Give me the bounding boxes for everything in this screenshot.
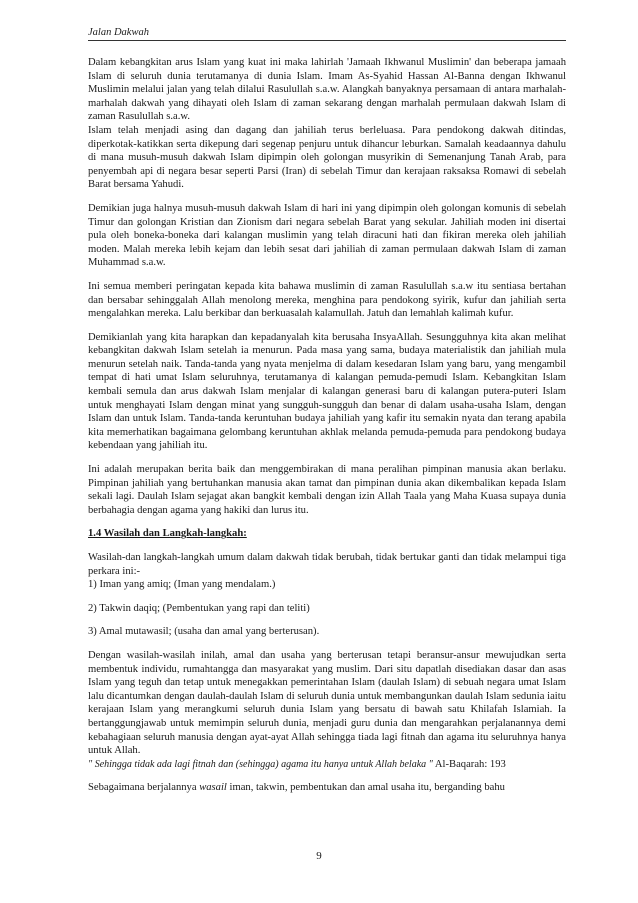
paragraph: Ini adalah merupakan berita baik dan menggembirakan di mana peralihan pimpinan manusia akan berlaku. Pimpinan jahiliah yang bertuhankan manusia akan tamat dan pimpinan dunia akan dikembalikan kepada Islam sekali lagi. Daulah Islam sejagat akan bangkit kembali dengan izin Allah Taala yang Maha Kuasa supaya dunia berbahagia dengan agama yang hakiki dan lurus itu. [88,464,566,516]
page-body [88,56,566,795]
list-item: 1) Iman yang amiq; (Iman yang mendalam.) [88,579,276,591]
running-header [88,26,566,41]
paragraph: Dalam kebangkitan arus Islam yang kuat ini maka lahirlah 'Jamaah Ikhwanul Muslimin' dan beberapa jamaah Islam di seluruh dunia terutamanya di dunia Islam. Imam As-Syahid Hassan Al-Banna dengan Ikhwanul Muslimin melalui jalan yang telah dilalui Rasulullah s.a.w. Alangkah banyaknya persamaan di antara marhalah-marhalah dakwah yang dihayati oleh Islam di zaman sekarang dengan marhalah permulaan dakwah Islam di zaman Rasulullah s.a.w. [88,57,566,123]
list-item: 3) Amal mutawasil; (usaha dan amal yang berterusan). [88,626,320,638]
quote-text: " Sehingga tidak ada lagi fitnah dan (sehingga) agama itu hanya untuk Allah belaka " [88,758,433,770]
quran-quote [88,758,566,772]
paragraph-text: Sebagaimana berjalannya [88,782,200,794]
paragraph: Dengan wasilah-wasilah inilah, amal dan usaha yang berterusan tetapi beransur-ansur mewujudkan serta membentuk individu, rumahtangga dan masyarakat yang muslim. Dari situ dapatlah disediakan dasar dan asas Islam yang teguh dan tetap untuk menegakkan pemerintahan Islam (daulah Islam) di sebuah negara umat Islam lalu dicantumkan dengan daulah-daulah Islam di seluruh dunia untuk membangunkan daulah Islam sedunia iaitu kerajaan Islam yang merangkumi seluruh dunia Islam yang bersatu di bawah satu Khilafah Islamiah. Ia bertanggungjawab untuk memimpin seluruh dunia, menjadi guru dunia dan mengarahkan perjalanannya demi kebahagiaan seluruh manusia dengan ayat-ayat Allah sehingga tiada lagi fitnah dan agama itu seluruhnya hanya untuk Allah. [88,649,566,757]
paragraph: Ini semua memberi peringatan kepada kita bahawa muslimin di zaman Rasulullah s.a.w itu sentiasa bertahan dan bersabar sehinggalah Allah menolong mereka, menghina para pendokong syirik, kufur dan jahiliah serta mengalahkan mereka. Lalu berkibar dan berkuasalah kalamullah. Jatuh dan lemahlah kalimah kufur. [88,280,566,320]
paragraph: Demikianlah yang kita harapkan dan kepadanyalah kita berusaha InsyaAllah. Sesungguhnya kita akan melihat kebangkitan dakwah Islam setelah ia menurun. Pada masa yang sama, budaya materialistik dan jahiliah mula menurun setelah naik. Tanda-tanda yang nyata menjelma di dalam kesedaran Islam yang baru, yang mengambil tempat di hati umat Islam seluruhnya, terutamanya di kalangan pemuda-pemudi Islam. Kebangkitan Islam kembali semula dan arus dakwah Islam menjalar di kalangan generasi baru di kalangan putera-puteri Islam untuk menghayati Islam dengan minat yang sungguh-sungguh dan benar di dalam usaha-usaha Islam, dengan Islam dan untuk Islam. Tanda-tanda keruntuhan budaya jahiliah yang kafir itu semakin nyata dan terang apabila kita memerhatikan bagaimana gelombang keruntuhan akhlak melanda pemuda-pemuda para pendokong budaya kebendaan yang jahiliah itu. [88,331,566,452]
header-title: Jalan Dakwah [88,27,149,38]
section-intro: Wasilah-dan langkah-langkah umum dalam dakwah tidak berubah, tidak bertukar ganti dan tidak melampui tiga perkara ini:- [88,552,566,577]
italic-term: wasail [199,782,227,794]
paragraph: Islam telah menjadi asing dan dagang dan jahiliah terus berleluasa. Para pendokong dakwah ditindas, diperkotak-katikkan serta dikepung dari segenap penjuru untuk dihancur leburkan. Samalah keadaannya dahulu di mana musuh-musuh dakwah Islam dipimpin oleh golongan musyrikin di Semenanjung Tanah Arab, para penyembah api di negara besar seperti Parsi (Iran) di sebelah Timur dan kerajaan raksaksa Romawi di sebelah Barat bersama Yahudi. [88,124,566,191]
paragraph-text: iman, takwin, pembentukan dan amal usaha itu, berganding bahu [226,782,505,794]
paragraph [88,781,566,795]
list-item: 2) Takwin daqiq; (Pembentukan yang rapi dan teliti) [88,602,310,614]
quote-reference: Al-Baqarah: 193 [432,758,506,770]
paragraph: Demikian juga halnya musuh-musuh dakwah Islam di hari ini yang dipimpin oleh golongan komunis di sebelah Timur dan golongan Kristian dan Zionism dari negara sebelah Barat yang sekular. Jahiliah moden ini disertai pula oleh boneka-boneka dari kalangan muslimin yang telah diracuni hati dan fikiran mereka oleh jahiliah moden. Malah mereka lebih kejam dan lebih sesat dari jahiliah di zaman permulaan dakwah Islam di zaman Muhammad s.a.w. [88,202,566,269]
section-heading: 1.4 Wasilah dan Langkah-langkah: [88,528,247,540]
page-number: 9 [316,850,322,862]
